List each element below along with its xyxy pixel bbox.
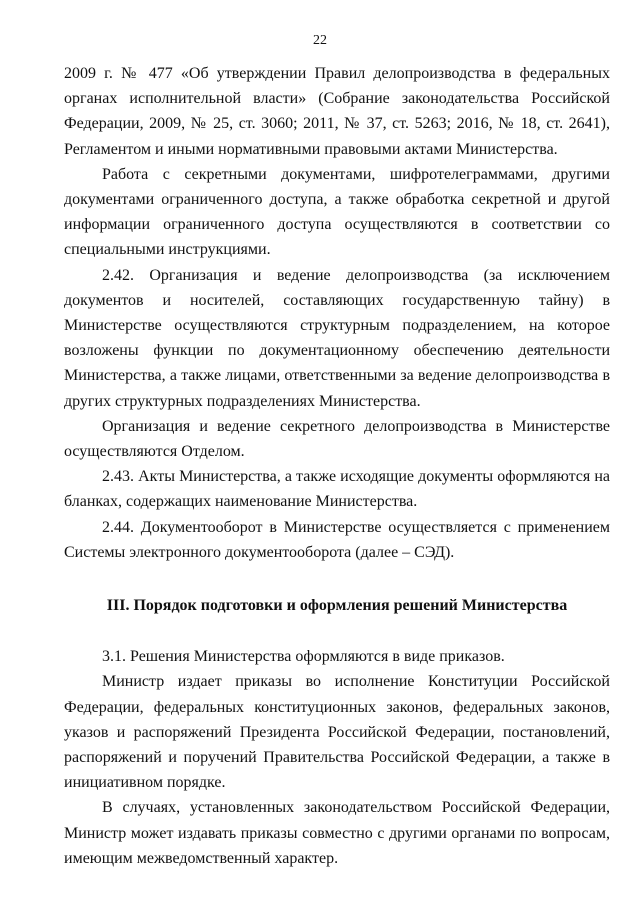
paragraph: 2.44. Документооборот в Министерстве осуществляется с применением Системы электронного документооборота (далее – СЭД). [64,518,610,561]
document-body [64,61,610,871]
paragraph: Работа с секретными документами, шифротелеграммами, другими документами ограниченного доступа, а также обработка секретной и другой информации ограниченного доступа осуществляются в соответствии со специальными инструкциями. [64,165,610,259]
paragraph: 2.43. Акты Министерства, а также исходящие документы оформляются на бланках, содержащих наименование Министерства. [64,468,610,511]
paragraph: Организация и ведение секретного делопроизводства в Министерстве осуществляются Отделом. [64,417,610,461]
paragraph: В случаях, установленных законодательством Российской Федерации, Министр может издавать приказы совместно с другими органами по вопросам, имеющим межведомственный характер. [64,799,610,867]
section-title: III. Порядок подготовки и оформления решений Министерства [106,597,568,615]
paragraph: 2.42. Организация и ведение делопроизводства (за исключением документов и носителей, составляющих государственную тайну) в Министерстве осуществляются структурным подразделением, на которое возложены функции по документационному обеспечению деятельности Министерства, а также лицами, ответственными за ведение делопроизводства в других структурных подразделениях Министерства. [64,266,610,410]
paragraph: Министр издает приказы во исполнение Конституции Российской Федерации, федеральных конституционных законов, федеральных законов, указов и распоряжений Президента Российской Федерации, постановлений, распоряжений и поручений Правительства Российской Федерации, а также в инициативном порядке. [64,673,610,792]
paragraph: 2009 г. № 477 «Об утверждении Правил делопроизводства в федеральных органах исполнительной власти» (Собрание законодательства Российской Федерации, 2009, № 25, ст. 3060; 2011, № 37, ст. 5263; 2016, № 18, ст. 2641), Регламентом и иными нормативными правовыми актами Министерства. [64,65,610,158]
paragraph: 3.1. Решения Министерства оформляются в виде приказов. [102,648,505,666]
page-number: 22 [313,33,327,48]
